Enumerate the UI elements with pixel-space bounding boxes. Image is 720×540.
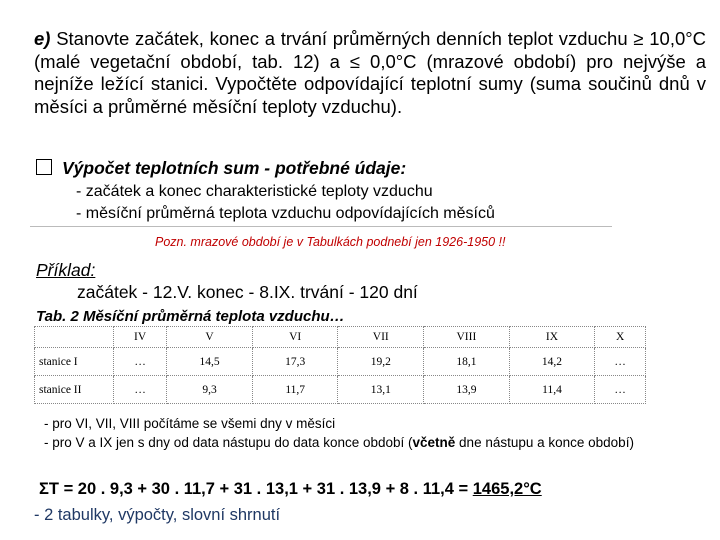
table-cell: 14,2 (509, 348, 595, 376)
table-cell: 18,1 (424, 348, 510, 376)
formula-result: 1465,2°C (472, 480, 542, 498)
table-header-cell: IX (509, 327, 595, 348)
temperature-table (34, 326, 646, 404)
table-cell: stanice II (35, 376, 114, 404)
calculation-rules (34, 414, 706, 452)
formula-text: ΣT = 20 . 9,3 + 30 . 11,7 + 31 . 13,1 + 31 . 13,9 + 8 . 11,4 = (39, 480, 473, 498)
rule-text: dne nástupu a konce období) (455, 435, 634, 450)
rule-emphasis: včetně (412, 435, 456, 450)
table-cell: 14,5 (167, 348, 253, 376)
section-heading (36, 158, 406, 179)
table-cell: … (595, 376, 646, 404)
table-header-cell: VIII (424, 327, 510, 348)
note-text: Pozn. mrazové období je v Tabulkách podnebí jen 1926-1950 !! (155, 235, 506, 249)
rule-partial-months (34, 433, 706, 452)
rule-full-months: - pro VI, VII, VIII počítáme se všemi dny v měsíci (44, 416, 336, 431)
table-header-cell: V (167, 327, 253, 348)
table-header-cell: VI (252, 327, 338, 348)
table-cell: … (114, 348, 167, 376)
table-cell: … (595, 348, 646, 376)
table-cell: 13,9 (424, 376, 510, 404)
summary-text: - 2 tabulky, výpočty, slovní shrnutí (34, 506, 281, 524)
section-heading-text: Výpočet teplotních sum - potřebné údaje: (62, 158, 407, 178)
table-cell: 11,4 (509, 376, 595, 404)
task-paragraph (34, 28, 706, 118)
rule-text: - pro V a IX jen s dny od data nástupu do data konce období ( (44, 435, 413, 450)
requirement-item: - začátek a konec charakteristické teploty vzduchu (76, 183, 433, 200)
table-header-row (35, 327, 646, 348)
requirement-item: - měsíční průměrná teplota vzduchu odpovídajících měsíců (76, 205, 495, 222)
table-header-cell: IV (114, 327, 167, 348)
table-cell: 13,1 (338, 376, 424, 404)
table-cell: 19,2 (338, 348, 424, 376)
table-cell: 17,3 (252, 348, 338, 376)
table-cell: stanice I (35, 348, 114, 376)
table-cell: … (114, 376, 167, 404)
table-header-cell: X (595, 327, 646, 348)
example-label: Příklad: (36, 260, 96, 280)
table-header-cell (35, 327, 114, 348)
divider (30, 226, 612, 227)
table-cell: 9,3 (167, 376, 253, 404)
table-row (35, 376, 646, 404)
sum-formula (39, 480, 542, 499)
task-label: e) (34, 28, 51, 49)
example-dates: začátek - 12.V. konec - 8.IX. trvání - 120 dní (77, 282, 418, 302)
task-text: Stanovte začátek, konec a trvání průměrných denních teplot vzduchu ≥ 10,0°C (malé vegetační období, tab. 12) a ≤ 0,0°C (mrazové období) pro nejvýše a nejníže ležící stanici. Vypočtěte odpovídající teplotní sumy (suma součinů dnů v měsíci a průměrné měsíční teploty vzduchu). (34, 28, 707, 117)
checkbox-bullet-icon (36, 159, 52, 175)
table-cell: 11,7 (252, 376, 338, 404)
table-row (35, 348, 646, 376)
table-header-cell: VII (338, 327, 424, 348)
table-caption: Tab. 2 Měsíční průměrná teplota vzduchu… (36, 308, 345, 325)
